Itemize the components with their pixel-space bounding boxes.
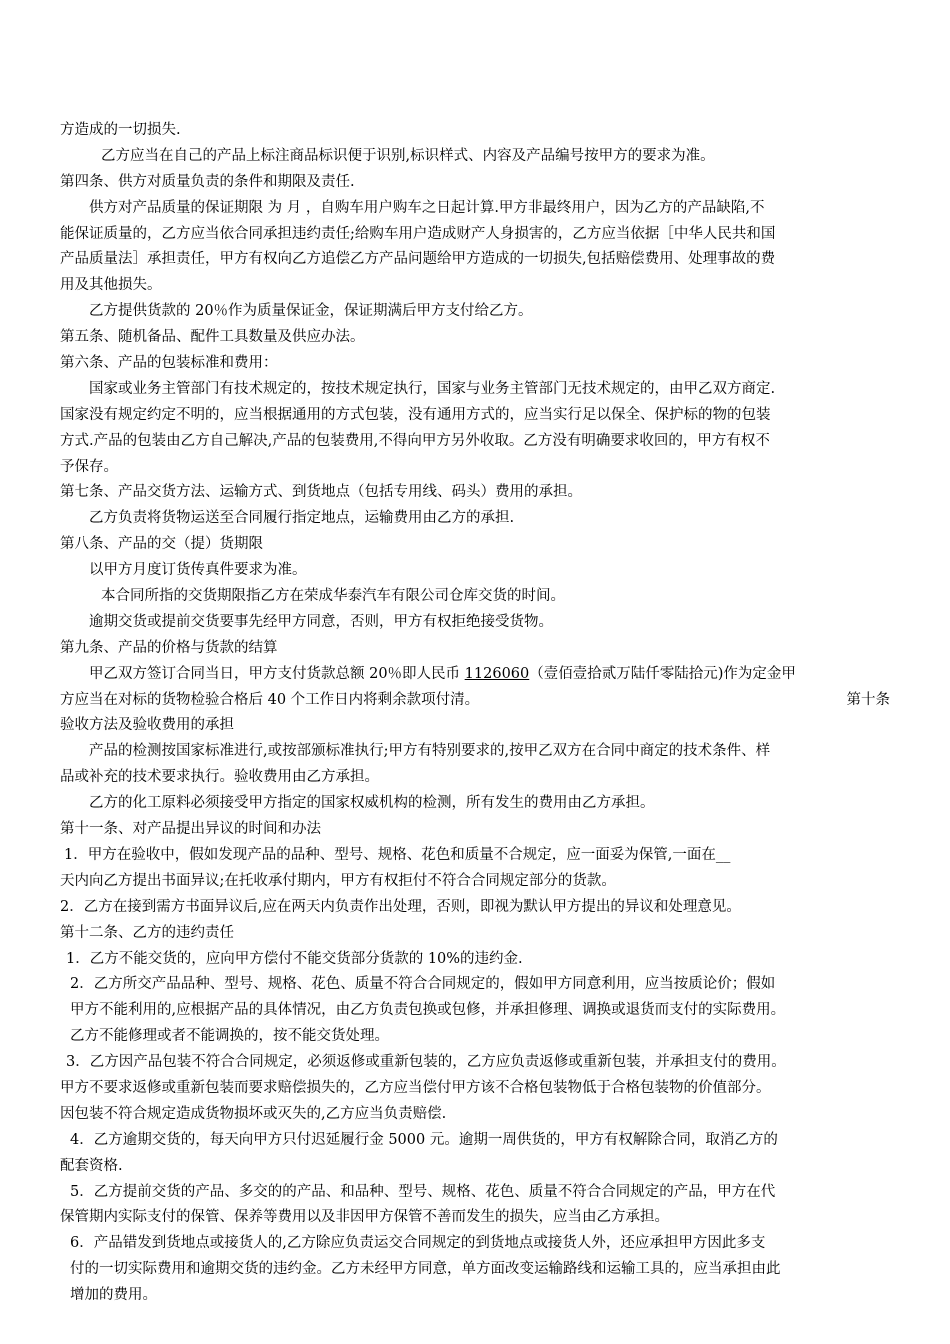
text-line: 第七条、产品交货方法、运输方式、到货地点（包括专用线、码头）费用的承担。 [60, 484, 582, 501]
text-line: 方式.产品的包装由乙方自己解决,产品的包装费用,不得向甲方另外收取。乙方没有明确要求收回的，甲方有权不 [60, 432, 770, 449]
text-line: 5．乙方提前交货的产品、多交的的产品、和品种、型号、规格、花色、质量不符合合同规定的产品，甲方在代 [70, 1183, 776, 1200]
text-line: 3．乙方因产品包装不符合合同规定，必须返修或重新包装的，乙方应负责返修或重新包装，并承担支付的费用。 [66, 1054, 786, 1071]
text-line: 甲方不要求返修或重新包装而要求赔偿损失的，乙方应当偿付甲方该不合格包装物低于合格包装物的价值部分。 [60, 1079, 771, 1096]
article-9-balance-line [60, 688, 890, 714]
contract-text-block-2 [60, 713, 890, 1308]
text-line: 品或补充的技术要求执行。验收费用由乙方承担。 [60, 769, 379, 786]
payment-amount: 1126060 [464, 665, 530, 682]
text-line: 乙方应当在自己的产品上标注商品标识便于识别,标识样式、内容及产品编号按甲方的要求为准。 [101, 147, 715, 164]
text-line: 乙方不能修理或者不能调换的，按不能交货处理。 [70, 1028, 389, 1045]
text-line: 6．产品错发到货地点或接货人的,乙方除应负责运交合同规定的到货地点或接货人外，还应承担甲方因此多支 [70, 1235, 766, 1252]
text-line: 2．乙方在接到需方书面异议后,应在两天内负责作出处理，否则，即视为默认甲方提出的异议和处理意见。 [60, 898, 741, 915]
payment-text-pre: 甲乙双方签订合同当日，甲方支付货款总额 20％即人民币 [89, 665, 465, 682]
text-line: 付的一切实际费用和逾期交货的违约金。乙方未经甲方同意，单方面改变运输路线和运输工具的，应当承担由此 [70, 1261, 781, 1278]
text-line: 第四条、供方对质量负责的条件和期限及责任. [60, 173, 355, 190]
article-9-payment-line [60, 662, 890, 688]
text-line: 国家没有规定约定不明的，应当根据通用的方式包装，没有通用方式的，应当实行足以保全、保护标的物的包装 [60, 406, 771, 423]
balance-text: 方应当在对标的货物检验合格后 40 个工作日内将剩余款项付清。 [60, 691, 480, 708]
text-line: 1．甲方在验收中，假如发现产品的品种、型号、规格、花色和质量不合规定，应一面妥为保管,一面在__ [64, 846, 731, 863]
text-line: 能保证质量的，乙方应当依合同承担违约责任;给购车用户造成财产人身损害的，乙方应当依据［中华人民共和国 [60, 225, 776, 242]
text-line: 产品质量法］承担责任，甲方有权向乙方追偿乙方产品问题给甲方造成的一切损失,包括赔偿费用、处理事故的费 [60, 251, 776, 268]
text-line: 产品的检测按国家标准进行,或按部颁标准执行;甲方有特别要求的,按甲乙双方在合同中商定的技术条件、样 [89, 743, 771, 760]
text-line: 乙方提供货款的 20％作为质量保证金，保证期满后甲方支付给乙方。 [89, 303, 533, 320]
text-line: 方造成的一切损失. [60, 122, 181, 138]
payment-text-post: （壹佰壹拾贰万陆仟零陆拾元)作为定金甲 [529, 665, 796, 682]
text-line: 供方对产品质量的保证期限 为 月 ，自购车用户购车之日起计算.甲方非最终用户，因为乙方的产品缺陷,不 [89, 199, 765, 216]
text-line: 予保存。 [60, 458, 118, 475]
text-line: 以甲方月度订货传真件要求为准。 [89, 562, 307, 579]
text-line: 1．乙方不能交货的，应向甲方偿付不能交货部分货款的 10%的违约金. [66, 950, 523, 967]
text-line: 用及其他损失。 [60, 277, 162, 294]
contract-text-block-1 [60, 118, 890, 636]
text-line: 天内向乙方提出书面异议;在托收承付期内，甲方有权拒付不符合合同规定部分的货款。 [60, 872, 616, 889]
text-line: 增加的费用。 [70, 1287, 157, 1304]
contract-page [60, 118, 890, 1309]
text-line: 乙方的化工原料必须接受甲方指定的国家权威机构的检测，所有发生的费用由乙方承担。 [89, 795, 655, 812]
text-line: 逾期交货或提前交货要事先经甲方同意，否则，甲方有权拒绝接受货物。 [89, 613, 553, 630]
text-line: 因包装不符合规定造成货物损坏或灭失的,乙方应当负责赔偿. [60, 1105, 447, 1122]
article-10-label: 第十条 [846, 691, 890, 708]
text-line: 2．乙方所交产品品种、型号、规格、花色、质量不符合合同规定的，假如甲方同意利用，应当按质论价；假如 [70, 976, 776, 993]
text-line: 验收方法及验收费用的承担 [60, 717, 234, 734]
text-line: 4．乙方逾期交货的，每天向甲方只付迟延履行金 5000 元。逾期一周供货的，甲方有权解除合同，取消乙方的 [70, 1131, 778, 1148]
text-line: 国家或业务主管部门有技术规定的，按技术规定执行，国家与业务主管部门无技术规定的，由甲乙双方商定. [89, 380, 776, 397]
text-line: 第十二条、乙方的违约责任 [60, 924, 234, 941]
text-line: 甲方不能利用的,应根据产品的具体情况，由乙方负责包换或包修，并承担修理、调换或退货而支付的实际费用。 [70, 1002, 786, 1019]
text-line: 乙方负责将货物运送至合同履行指定地点，运输费用由乙方的承担. [89, 510, 515, 527]
text-line: 第十一条、对产品提出异议的时间和办法 [60, 821, 321, 838]
text-line: 第八条、产品的交（提）货期限 [60, 536, 263, 553]
article-9-title: 第九条、产品的价格与货款的结算 [60, 639, 278, 656]
text-line: 配套资格. [60, 1157, 123, 1174]
text-line: 第六条、产品的包装标准和费用： [60, 355, 278, 372]
text-line: 保管期内实际支付的保管、保养等费用以及非因甲方保管不善而发生的损失，应当由乙方承担。 [60, 1209, 669, 1226]
text-line: 本合同所指的交货期限指乙方在荣成华泰汽车有限公司仓库交货的时间。 [101, 588, 565, 605]
text-line: 第五条、随机备品、配件工具数量及供应办法。 [60, 329, 365, 346]
